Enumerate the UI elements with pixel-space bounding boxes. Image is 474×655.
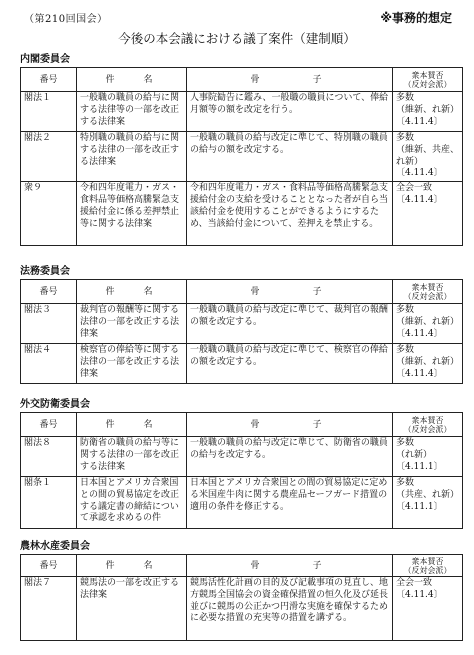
- bill-name: 特別職の職員の給与に関する法律の一部を改正する法律案: [77, 132, 187, 182]
- header-name: 件 名: [77, 413, 187, 437]
- section-judicial-committee: [20, 265, 462, 384]
- bill-number: 閣条１: [21, 477, 77, 529]
- bill-name: 一般職の職員の給与に関する法律等の一部を改正する法律案: [77, 92, 187, 132]
- bill-gist: 一般職の職員の給与改定に準じて、検察官の俸給の額を改定する。: [187, 344, 393, 384]
- header-result: 衆本賛否 （反対会派）: [393, 68, 463, 92]
- bill-gist: 日本国とアメリカ合衆国との間の貿易協定に定める米国産牛肉に関する農産品セーフガード措置の適用の条件を修正する。: [187, 477, 393, 529]
- table-row: [21, 182, 463, 246]
- bill-name: 防衛省の職員の給与等に関する法律の一部を改正する法律案: [77, 437, 187, 477]
- table-row: [21, 577, 463, 641]
- bill-gist: 令和四年度電力・ガス・食料品等価格高騰緊急支援給付金の支給を受けることとなった者が自ら当該給付金を使用することができるようにするため、当該給付金について、差押えを禁止する。: [187, 182, 393, 246]
- header-result: 衆本賛否 （反対会派）: [393, 413, 463, 437]
- bill-number: 衆９: [21, 182, 77, 246]
- header-name: 件 名: [77, 68, 187, 92]
- header-gist: 骨 子: [187, 555, 393, 577]
- table-header-row: [21, 413, 463, 437]
- bill-number: 閣法１: [21, 92, 77, 132]
- table-header-row: [21, 68, 463, 92]
- bills-table: [20, 279, 463, 384]
- bill-name: 検察官の俸給等に関する法律の一部を改正する法律案: [77, 344, 187, 384]
- bill-number: 閣法２: [21, 132, 77, 182]
- header-result: 衆本賛否 （反対会派）: [393, 280, 463, 304]
- header-number: 番号: [21, 413, 77, 437]
- header-gist: 骨 子: [187, 280, 393, 304]
- bill-result: 多数 （維新、れ新） 〔4.11.4〕: [393, 304, 463, 344]
- section-agriculture-committee: [20, 540, 462, 641]
- bill-name: 日本国とアメリカ合衆国との間の貿易協定を改正する議定書の締結について承認を求めるの件: [77, 477, 187, 529]
- table-row: [21, 477, 463, 529]
- bill-result: 多数 （共産、れ新） 〔4.11.1〕: [393, 477, 463, 529]
- bill-name: 競馬法の一部を改正する法律案: [77, 577, 187, 641]
- bill-number: 閣法７: [21, 577, 77, 641]
- bill-name: 裁判官の報酬等に関する法律の一部を改正する法律案: [77, 304, 187, 344]
- table-row: [21, 92, 463, 132]
- table-row: [21, 304, 463, 344]
- section-cabinet-committee: [20, 53, 462, 246]
- table-row: [21, 437, 463, 477]
- table-row: [21, 344, 463, 384]
- header-name: 件 名: [77, 555, 187, 577]
- header-number: 番号: [21, 280, 77, 304]
- table-row: [21, 132, 463, 182]
- header-result: 衆本賛否 （反対会派）: [393, 555, 463, 577]
- bill-number: 閣法４: [21, 344, 77, 384]
- bill-result: 多数 （れ新） 〔4.11.1〕: [393, 437, 463, 477]
- bill-result: 多数 （維新、共産、れ新） 〔4.11.4〕: [393, 132, 463, 182]
- header-name: 件 名: [77, 280, 187, 304]
- section-title: 農林水産委員会: [20, 541, 90, 552]
- section-title: 内閣委員会: [20, 54, 70, 65]
- bill-gist: 一般職の職員の給与改定に準じて、特別職の職員の給与の額を改定する。: [187, 132, 393, 182]
- header-gist: 骨 子: [187, 413, 393, 437]
- section-title: 外交防衛委員会: [20, 399, 90, 410]
- bills-table: [20, 412, 463, 529]
- bill-result: 全会一致 〔4.11.4〕: [393, 577, 463, 641]
- bills-table: [20, 554, 463, 641]
- bill-result: 多数 （維新、れ新） 〔4.11.4〕: [393, 344, 463, 384]
- bill-gist: 一般職の職員の給与改定に準じて、防衛省の職員の給与を改定する。: [187, 437, 393, 477]
- section-foreign-defense-committee: [20, 398, 462, 529]
- header-number: 番号: [21, 68, 77, 92]
- bill-number: 閣法８: [21, 437, 77, 477]
- section-title: 法務委員会: [20, 266, 70, 277]
- session-label: （第210回国会）: [24, 14, 108, 25]
- bills-table: [20, 67, 463, 246]
- table-header-row: [21, 280, 463, 304]
- bill-number: 閣法３: [21, 304, 77, 344]
- table-header-row: [21, 555, 463, 577]
- header-gist: 骨 子: [187, 68, 393, 92]
- header-number: 番号: [21, 555, 77, 577]
- administrative-note: ※事務的想定: [380, 11, 452, 25]
- bill-name: 令和四年度電力・ガス・食料品等価格高騰緊急支援給付金に係る差押禁止等に関する法律案: [77, 182, 187, 246]
- bill-gist: 一般職の職員の給与改定に準じて、裁判官の報酬の額を改定する。: [187, 304, 393, 344]
- page-title: 今後の本会議における議了案件（建制順）: [118, 31, 356, 46]
- bill-result: 全会一致 〔4.11.4〕: [393, 182, 463, 246]
- bill-gist: 人事院勧告に鑑み、一般職の職員について、俸給月額等の額を改定を行う。: [187, 92, 393, 132]
- bill-gist: 競馬活性化計画の目的及び記載事項の見直し、地方競馬全国協会の資金確保措置の恒久化及び延長並びに競馬の公正かつ円滑な実施を確保するために必要な措置の充実等の措置を講ずる。: [187, 577, 393, 641]
- bill-result: 多数 （維新、れ新） 〔4.11.4〕: [393, 92, 463, 132]
